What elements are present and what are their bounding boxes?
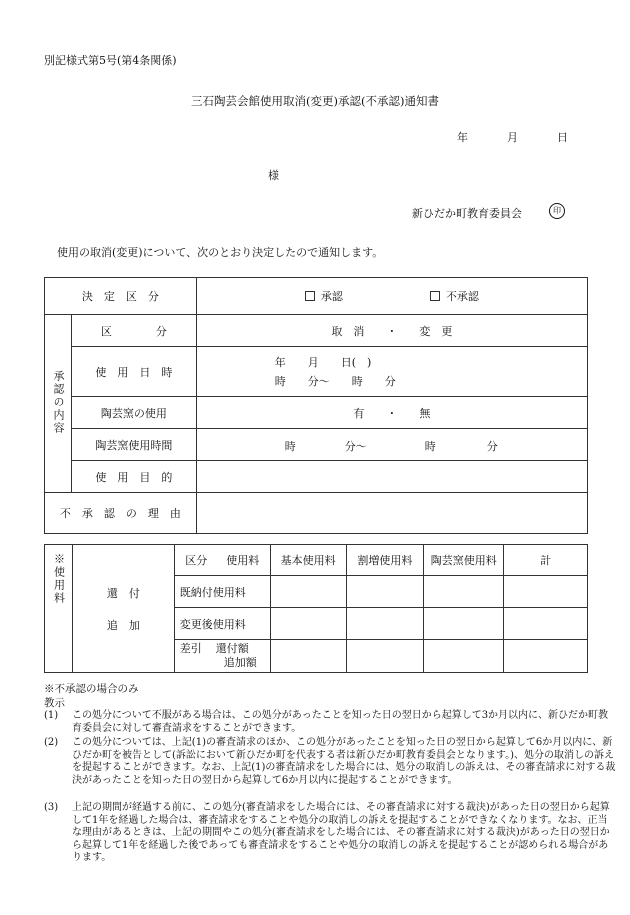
category-value: 取 消 ・ 変 更 xyxy=(196,315,587,347)
refund-addition-cell xyxy=(72,545,174,673)
usage-time-line: 時 分〜 時 分 xyxy=(274,374,396,388)
addressee-suffix: 様 xyxy=(268,169,279,182)
diff-total-cell[interactable] xyxy=(504,640,588,673)
addition-label: 追 加 xyxy=(106,618,140,632)
note-1-number: (1) xyxy=(44,710,59,721)
instruction-note-1 xyxy=(44,710,619,736)
reason-value[interactable] xyxy=(196,493,587,534)
note-2-number: (2) xyxy=(44,737,59,748)
instruction-note-3 xyxy=(44,802,619,866)
header-category-fee xyxy=(174,545,270,576)
kiln-time-minute-1: 分〜 xyxy=(344,440,367,453)
content-label-cell xyxy=(45,315,72,493)
changed-kiln-cell[interactable] xyxy=(424,608,504,640)
col-total-label: 計 xyxy=(504,545,588,576)
col-kiln-label: 陶芸窯使用料 xyxy=(424,545,504,576)
col-basic-label: 基本使用料 xyxy=(270,545,346,576)
row-addition-amount-label: 追加額 xyxy=(223,656,257,669)
fee-side-label-cell xyxy=(45,545,73,673)
changed-basic-cell[interactable] xyxy=(270,608,346,640)
kiln-time-label: 陶芸窯使用時間 xyxy=(71,429,196,461)
note-2-text: この処分については、上記(1)の審査請求のほか、この処分があったことを知った日の翌日から起算して6か月以内に、新ひだか町を被告として(訴訟において新ひだか町を代表する者は新ひだか町教育委員会となります。)、処分の取消しの訴えを提起することができます。なお、上記(1)の審査請求をした場合には、処分の取消しの訴えは、その審査請求に対する裁決があったことを知った日の翌日から起算して6か月以内に提起することができます。 xyxy=(72,737,616,786)
paid-surcharge-cell[interactable] xyxy=(346,576,424,608)
kiln-time-minute-2: 分 xyxy=(486,440,498,453)
changed-total-cell[interactable] xyxy=(504,608,588,640)
paid-total-cell[interactable] xyxy=(504,576,588,608)
instruction-title: 教示 xyxy=(44,697,65,709)
diff-surcharge-cell[interactable] xyxy=(346,640,424,673)
diff-basic-cell[interactable] xyxy=(270,640,346,673)
kiln-time-hour-1: 時 xyxy=(284,440,296,453)
category-label: 区 分 xyxy=(71,315,196,347)
date-year: 年 xyxy=(457,131,468,144)
instruction-note-2 xyxy=(44,737,619,801)
changed-surcharge-cell[interactable] xyxy=(346,608,424,640)
col-fee-label: 使用料 xyxy=(226,554,260,567)
decision-options xyxy=(196,278,587,315)
row-diff-cell xyxy=(174,640,270,673)
col-surcharge-label: 割増使用料 xyxy=(346,545,424,576)
document-title: 三石陶芸会館使用取消(変更)承認(不承認)通知書 xyxy=(191,94,439,108)
kiln-time-hour-2: 時 xyxy=(424,440,436,453)
date-month: 月 xyxy=(507,131,518,144)
note-1-text: この処分について不服がある場合は、この処分があったことを知った日の翌日から起算して3か月以内に、新ひだか町教育委員会に対して審査請求をすることができます。 xyxy=(72,710,609,734)
purpose-label: 使 用 目 的 xyxy=(71,461,196,493)
asterisk-note: ※不承認の場合のみ xyxy=(44,683,139,695)
paid-basic-cell[interactable] xyxy=(270,576,346,608)
note-3-number: (3) xyxy=(44,802,59,813)
intro-text: 使用の取消(変更)について、次のとおり決定したので通知します。 xyxy=(57,246,384,259)
content-label: 承認の内容 xyxy=(51,369,65,435)
paid-kiln-cell[interactable] xyxy=(424,576,504,608)
purpose-value[interactable] xyxy=(196,461,587,493)
seal-icon: 印 xyxy=(549,203,565,219)
kiln-use-value: 有 ・ 無 xyxy=(196,397,587,429)
fee-table xyxy=(44,544,588,673)
approve-label: 承認 xyxy=(320,290,343,303)
approve-checkbox[interactable] xyxy=(305,291,315,301)
row-paid-label: 既納付使用料 xyxy=(174,576,270,608)
disapprove-checkbox[interactable] xyxy=(430,291,440,301)
fee-side-label: ※使用料 xyxy=(52,553,66,605)
row-refund-amount-label: 還付額 xyxy=(215,642,249,655)
diff-kiln-cell[interactable] xyxy=(424,640,504,673)
usage-datetime-label: 使 用 日 時 xyxy=(71,347,196,397)
kiln-time-value xyxy=(196,429,587,461)
disapprove-label: 不承認 xyxy=(445,290,479,303)
row-changed-label: 変更後使用料 xyxy=(174,608,270,640)
row-diff-label: 差引 xyxy=(179,642,202,655)
issuer-name: 新ひだか町教育委員会 xyxy=(412,207,522,220)
usage-datetime-value xyxy=(196,347,587,397)
reason-label: 不 承 認 の 理 由 xyxy=(45,493,197,534)
decision-table xyxy=(44,277,588,534)
col-category-label: 区分 xyxy=(185,554,208,567)
note-3-text: 上記の期間が経過する前に、この処分(審査請求をした場合には、その審査請求に対する裁決)があった日の翌日から起算して1年を経過した場合は、審査請求をすることや処分の取消しの訴えを提起することができなくなります。なお、正当な理由があるときは、上記の期間やこの処分(審査請求をした場合には、その審査請求に対する裁決)があった日の翌日から起算して1年を経過した後であっても審査請求をすることや処分の取消しの訴えを提起することが認められる場合があります。 xyxy=(72,802,610,863)
refund-label: 還 付 xyxy=(106,586,140,600)
date-day: 日 xyxy=(557,131,568,144)
decision-label: 決 定 区 分 xyxy=(45,278,197,315)
kiln-use-label: 陶芸窯の使用 xyxy=(71,397,196,429)
form-label: 別記様式第5号(第4条関係) xyxy=(44,54,177,67)
usage-date-line: 年 月 日( ) xyxy=(274,355,372,369)
